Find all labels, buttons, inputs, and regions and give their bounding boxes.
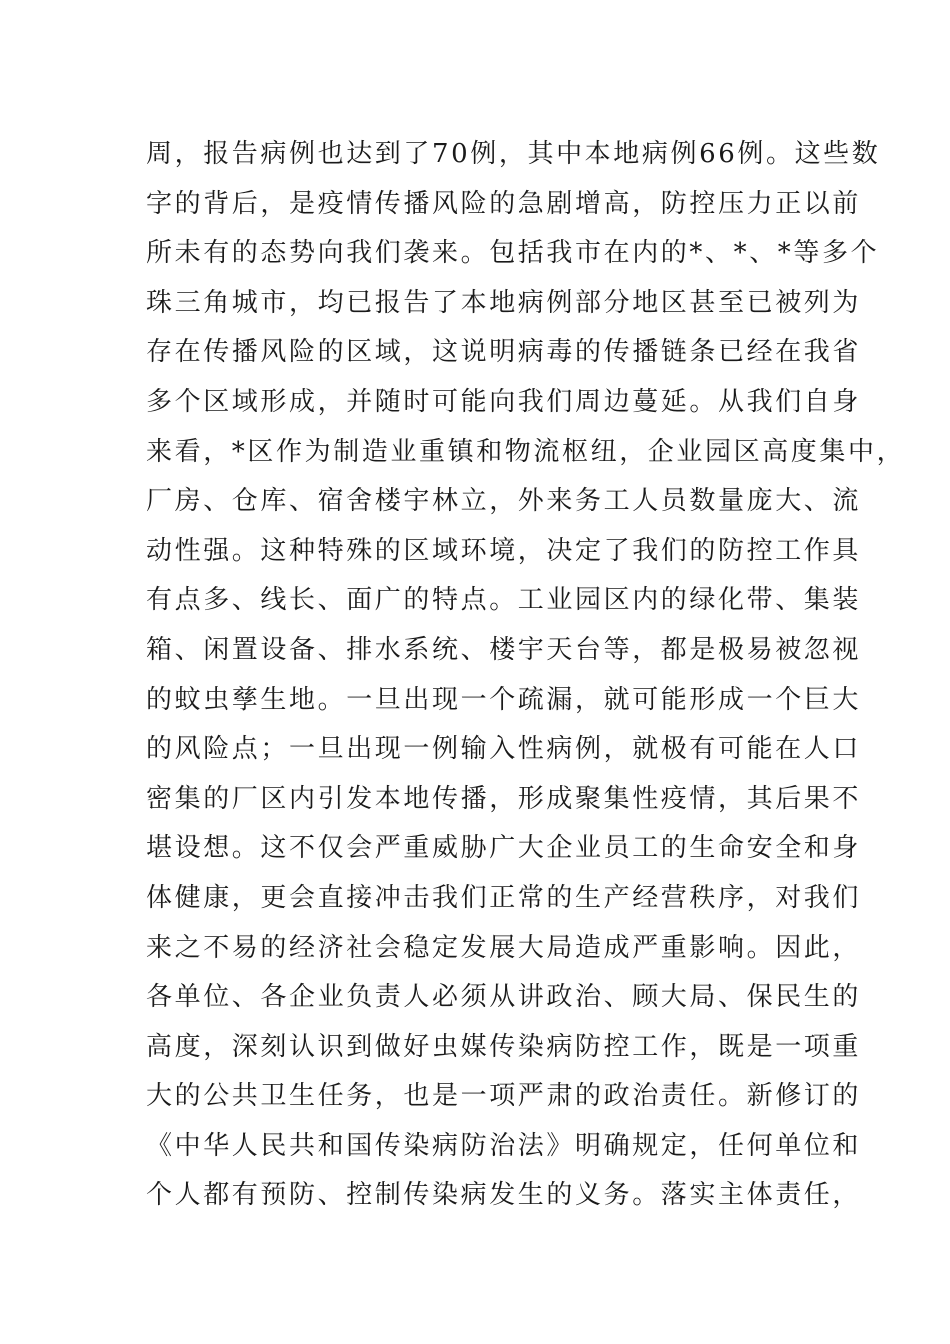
text-line: 来看，*区作为制造业重镇和物流枢纽，企业园区高度集中， [146,436,906,467]
text-line: 字的背后，是疫情传播风险的急剧增高，防控压力正以前 [146,188,862,219]
text-line: 存在传播风险的区域，这说明病毒的传播链条已经在我省 [146,337,862,368]
text-line: 动性强。这种特殊的区域环境，决定了我们的防控工作具 [146,535,862,566]
text-line: 有点多、线长、面广的特点。工业园区内的绿化带、集装 [146,585,862,616]
text-line: 箱、闲置设备、排水系统、楼宇天台等，都是极易被忽视 [146,634,862,665]
text-line: 堪设想。这不仅会严重威胁广大企业员工的生命安全和身 [146,833,862,864]
text-line: 的蚊虫孳生地。一旦出现一个疏漏，就可能形成一个巨大 [146,684,862,715]
text-line: 高度，深刻认识到做好虫媒传染病防控工作，既是一项重 [146,1031,862,1062]
text-line: 体健康，更会直接冲击我们正常的生产经营秩序，对我们 [146,882,862,913]
text-line: 个人都有预防、控制传染病发生的义务。落实主体责任， [146,1180,862,1211]
text-line: 所未有的态势向我们袭来。包括我市在内的*、*、*等多个 [146,238,880,269]
text-line: 多个区域形成，并随时可能向我们周边蔓延。从我们自身 [146,386,862,417]
text-line: 各单位、各企业负责人必须从讲政治、顾大局、保民生的 [146,982,862,1013]
text-line: 大的公共卫生任务，也是一项严肃的政治责任。新修订的 [146,1081,862,1112]
text-line: 来之不易的经济社会稳定发展大局造成严重影响。因此， [146,932,862,963]
text-line: 《中华人民共和国传染病防治法》明确规定，任何单位和 [146,1130,862,1161]
text-line: 珠三角城市，均已报告了本地病例部分地区甚至已被列为 [146,287,862,318]
text-line: 的风险点；一旦出现一例输入性病例，就极有可能在人口 [146,734,862,765]
text-line: 密集的厂区内引发本地传播，形成聚集性疫情，其后果不 [146,783,862,814]
text-line: 厂房、仓库、宿舍楼宇林立，外来务工人员数量庞大、流 [146,486,862,517]
body-paragraph [146,130,906,1221]
text-line: 周，报告病例也达到了70例，其中本地病例66例。这些数 [146,139,881,169]
